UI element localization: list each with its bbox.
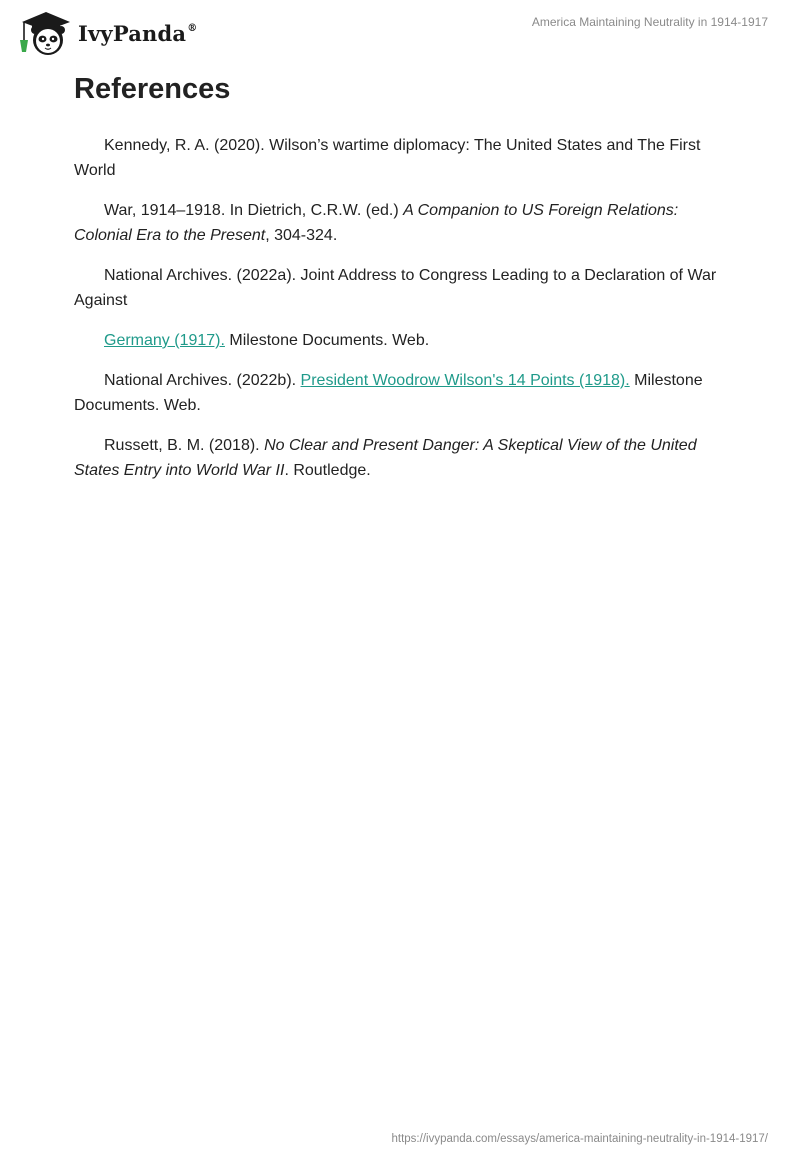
page-title: References (74, 73, 231, 105)
reference-text: Milestone Documents. Web. (74, 372, 703, 414)
reference-text: . Routledge. (284, 462, 371, 479)
references-list (74, 133, 734, 498)
reference-text: War, 1914–1918. In Dietrich, C.R.W. (ed.) (104, 202, 404, 219)
registered-mark: ® (187, 22, 198, 34)
brand-logo[interactable] (14, 8, 197, 58)
reference-entry (74, 368, 734, 418)
reference-text: Kennedy, R. A. (2020). Wilson’s wartime diplomacy: The United States and The First World (74, 137, 701, 179)
reference-text: Milestone Documents. Web. (224, 332, 430, 349)
reference-entry (74, 433, 734, 483)
reference-entry (74, 328, 734, 353)
reference-text: Russett, B. M. (2018). (104, 437, 265, 454)
page-header (0, 0, 800, 60)
reference-entry (74, 198, 734, 248)
reference-entry (74, 133, 734, 183)
reference-link[interactable]: Germany (1917). (104, 332, 225, 349)
reference-link[interactable]: President Woodrow Wilson's 14 Points (1918). (300, 372, 630, 389)
document-title: America Maintaining Neutrality in 1914-1917 (531, 15, 768, 29)
reference-text: National Archives. (2022a). Joint Address to Congress Leading to a Declaration of War Against (74, 267, 717, 309)
footer-url: https://ivypanda.com/essays/america-maintaining-neutrality-in-1914-1917/ (391, 1133, 768, 1145)
reference-entry (74, 263, 734, 313)
brand-name: IvyPanda® (78, 20, 198, 46)
panda-graduate-icon (14, 8, 76, 58)
reference-text: National Archives. (2022b). (104, 372, 301, 389)
reference-title: A Companion to US Foreign Relations: Colonial Era to the Present (74, 202, 679, 244)
reference-title: No Clear and Present Danger: A Skeptical View of the United States Entry into World War II (74, 437, 697, 479)
reference-text: , 304-324. (265, 227, 338, 244)
